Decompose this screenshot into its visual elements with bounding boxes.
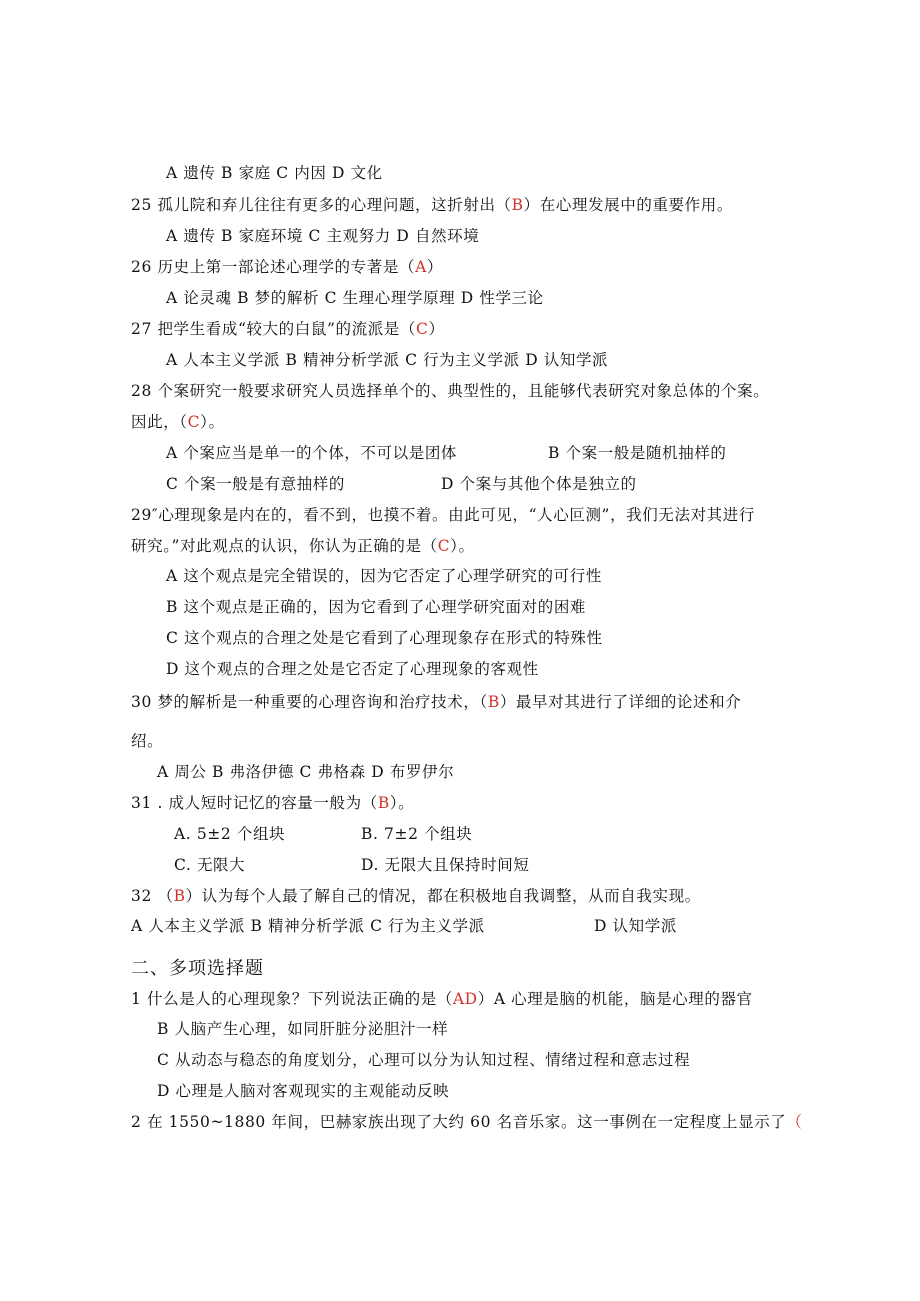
q29-option-b: B 这个观点是正确的，因为它看到了心理学研究面对的困难 xyxy=(166,598,587,616)
question-27: 27 把学生看成“较大的白鼠”的流派是（C） xyxy=(131,320,445,338)
q31-option-b: B. 7±2 个组块 xyxy=(361,825,473,843)
question-28-line2: 因此，（C）。 xyxy=(131,413,225,431)
q27-options: A 人本主义学派 B 精神分析学派 C 行为主义学派 D 认知学派 xyxy=(166,351,609,369)
q25-options: A 遗传 B 家庭环境 C 主观努力 D 自然环境 xyxy=(166,227,480,245)
question-26: 26 历史上第一部论述心理学的专著是（A） xyxy=(131,258,443,276)
q31-option-a: A. 5±2 个组块 xyxy=(174,825,286,843)
answer: A xyxy=(415,258,427,276)
answer: C xyxy=(187,413,201,431)
question-30-line2: 绍。 xyxy=(131,732,164,750)
multi-question-1: 1 什么是人的心理现象？下列说法正确的是（AD）A 心理是脑的机能，脑是心理的器官 xyxy=(131,990,753,1008)
answer: B xyxy=(173,887,186,905)
q29-option-c: C 这个观点的合理之处是它看到了心理现象存在形式的特殊性 xyxy=(166,629,603,647)
question-25: 25 孤儿院和弃儿往往有更多的心理问题，这折射出（B）在心理发展中的重要作用。 xyxy=(131,196,733,214)
answer-paren: （ xyxy=(786,1113,803,1131)
answer: C xyxy=(416,320,429,338)
question-29-line1: 29″心理现象是内在的，看不到，也摸不着。由此可见，“人心叵测”，我们无法对其进行 xyxy=(131,506,755,524)
question-30-line1: 30 梦的解析是一种重要的心理咨询和治疗技术，（B）最早对其进行了详细的论述和介 xyxy=(131,693,742,711)
q31-option-c: C. 无限大 xyxy=(174,856,246,874)
q26-options: A 论灵魂 B 梦的解析 C 生理心理学原理 D 性学三论 xyxy=(166,289,544,307)
q31-option-d: D. 无限大且保持时间短 xyxy=(361,856,530,874)
q28-option-d: D 个案与其他个体是独立的 xyxy=(441,475,637,493)
q24-options: A 遗传 B 家庭 C 内因 D 文化 xyxy=(166,164,383,182)
question-29-line2: 研究。”对此观点的认识，你认为正确的是（C）。 xyxy=(131,537,475,555)
answer: AD xyxy=(452,990,478,1008)
multi-question-2: 2 在 1550~1880 年间，巴赫家族出现了大约 60 名音乐家。这一事例在一定程度上显示了（ xyxy=(131,1113,803,1131)
q32-option-d: D 认知学派 xyxy=(594,917,677,935)
answer: B xyxy=(511,196,524,214)
answer: B xyxy=(377,794,390,812)
q30-options: A 周公 B 弗洛伊德 C 弗格森 D 布罗伊尔 xyxy=(157,763,455,781)
question-32: 32 （B）认为每个人最了解自己的情况，都在积极地自我调整，从而自我实现。 xyxy=(131,887,701,905)
question-28-line1: 28 个案研究一般要求研究人员选择单个的、典型性的，且能够代表研究对象总体的个案。 xyxy=(131,382,770,400)
question-31: 31 . 成人短时记忆的容量一般为（B）。 xyxy=(131,794,415,812)
q29-option-a: A 这个观点是完全错误的，因为它否定了心理学研究的可行性 xyxy=(166,567,602,585)
answer: B xyxy=(487,693,500,711)
answer: C xyxy=(437,537,451,555)
q28-option-b: B 个案一般是随机抽样的 xyxy=(548,444,727,462)
q32-options-abc: A 人本主义学派 B 精神分析学派 C 行为主义学派 xyxy=(131,917,485,935)
m1-option-b: B 人脑产生心理，如同肝脏分泌胆汁一样 xyxy=(157,1020,449,1038)
m1-option-c: C 从动态与稳态的角度划分，心理可以分为认知过程、情绪过程和意志过程 xyxy=(157,1051,691,1069)
section-heading: 二、多项选择题 xyxy=(131,958,264,979)
q29-option-d: D 这个观点的合理之处是它否定了心理现象的客观性 xyxy=(166,660,539,678)
q28-option-c: C 个案一般是有意抽样的 xyxy=(166,475,345,493)
m1-option-d: D 心理是人脑对客观现实的主观能动反映 xyxy=(157,1082,450,1100)
q28-option-a: A 个案应当是单一的个体，不可以是团体 xyxy=(166,444,458,462)
